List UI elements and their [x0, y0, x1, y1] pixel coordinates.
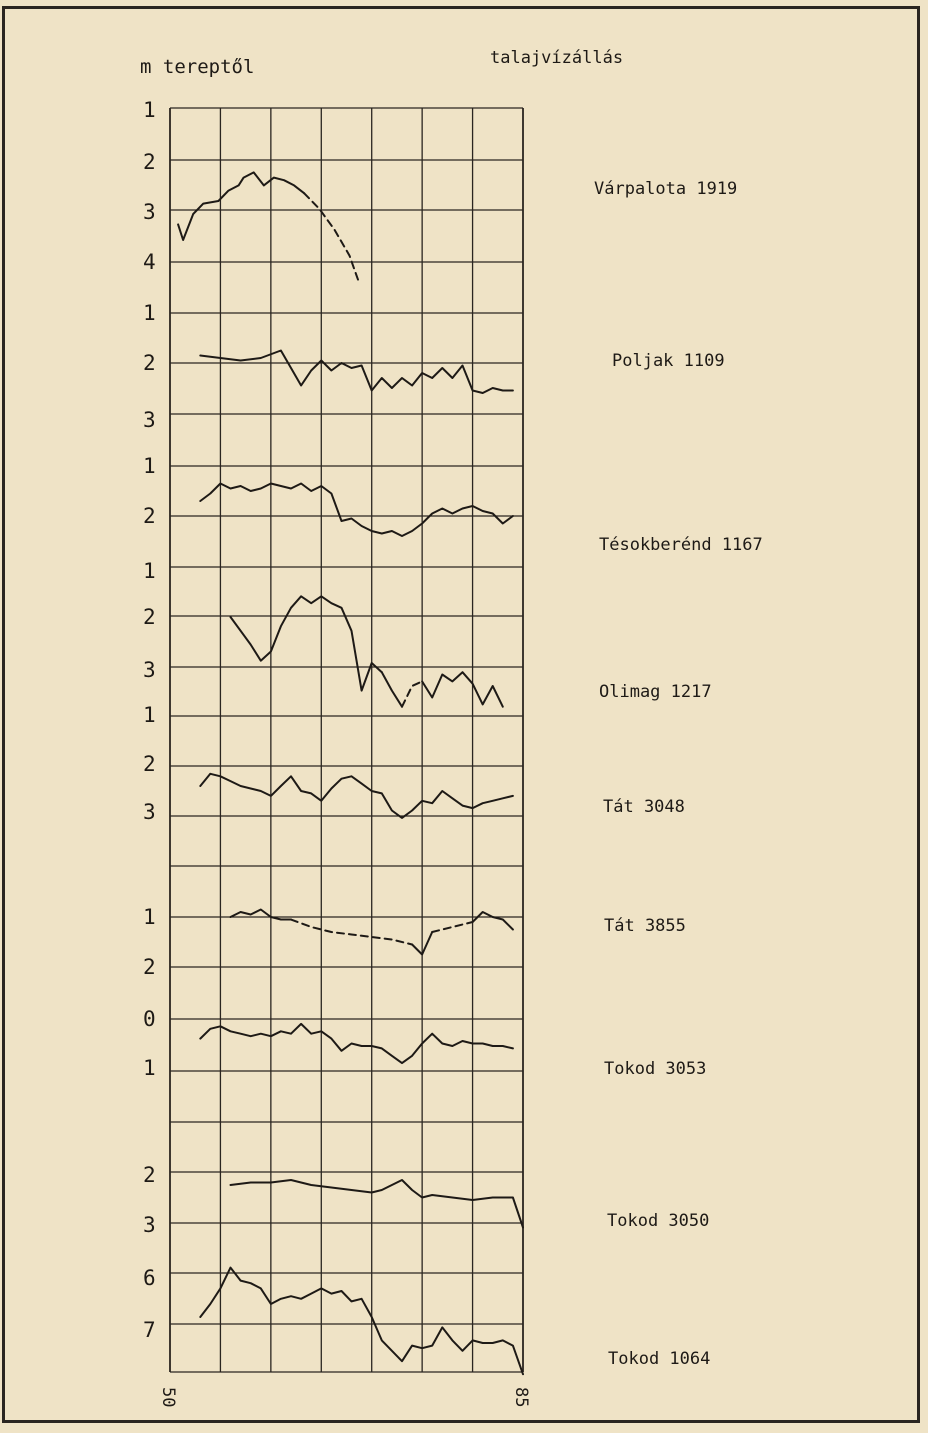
y-tick-label: 4 [143, 250, 156, 274]
series-line-solid [200, 351, 513, 394]
y-tick-label: 3 [143, 200, 156, 224]
series-line-solid [200, 774, 513, 818]
series-line-dashed [291, 920, 412, 945]
series-line-dashed [402, 681, 422, 706]
series-layer [143, 98, 763, 1374]
series-label: Poljak 1109 [612, 351, 725, 371]
series-label: Tát 3048 [603, 797, 685, 817]
series-label: Várpalota 1919 [594, 179, 738, 199]
y-tick-label: 0 [143, 1007, 156, 1031]
y-axis-label: m tereptől [140, 56, 255, 78]
series-line-solid [200, 484, 513, 537]
series-6 [143, 905, 686, 979]
series-line-solid [231, 596, 382, 690]
series-line-solid [178, 172, 304, 240]
series-line-solid [200, 1024, 513, 1063]
y-tick-label: 6 [143, 1266, 156, 1290]
y-tick-label: 2 [143, 150, 156, 174]
y-tick-label: 7 [143, 1318, 156, 1342]
series-label: Tokod 3050 [607, 1211, 710, 1231]
chart-title: talajvízállás [490, 48, 624, 68]
y-tick-label: 3 [143, 800, 156, 824]
series-4 [143, 559, 712, 707]
series-line-solid [473, 912, 513, 930]
y-tick-label: 3 [143, 658, 156, 682]
series-7 [143, 1007, 706, 1080]
series-3 [143, 454, 763, 555]
series-1 [143, 98, 737, 284]
y-tick-label: 1 [143, 703, 156, 727]
y-tick-label: 2 [143, 955, 156, 979]
series-line-solid [200, 1268, 523, 1375]
series-label: Tokod 1064 [608, 1349, 711, 1369]
y-tick-label: 3 [143, 408, 156, 432]
y-tick-label: 2 [143, 504, 156, 528]
series-5 [143, 703, 685, 824]
x-tick-label: 50 [158, 1387, 178, 1408]
y-tick-label: 2 [143, 1163, 156, 1187]
series-line-dashed [432, 922, 472, 932]
series-label: Tésokberénd 1167 [599, 535, 763, 555]
series-label: Tokod 3053 [604, 1059, 707, 1079]
y-tick-label: 1 [143, 98, 156, 122]
y-tick-label: 1 [143, 559, 156, 583]
series-line-solid [382, 672, 402, 707]
y-tick-label: 1 [143, 1056, 156, 1080]
x-tick-label: 85 [511, 1387, 531, 1408]
y-tick-label: 2 [143, 752, 156, 776]
y-tick-label: 2 [143, 605, 156, 629]
y-tick-label: 1 [143, 905, 156, 929]
series-label: Tát 3855 [604, 916, 686, 936]
series-line-solid [422, 672, 503, 707]
series-9 [143, 1266, 710, 1374]
series-label: Olimag 1217 [599, 682, 712, 702]
chart-grid [158, 108, 531, 1407]
series-line-dashed [304, 193, 360, 284]
series-line-solid [231, 910, 292, 920]
y-tick-label: 3 [143, 1213, 156, 1237]
y-tick-label: 1 [143, 454, 156, 478]
series-2 [143, 301, 725, 432]
y-tick-label: 1 [143, 301, 156, 325]
y-tick-label: 2 [143, 351, 156, 375]
series-line-solid [231, 1180, 524, 1228]
series-8 [143, 1163, 709, 1237]
